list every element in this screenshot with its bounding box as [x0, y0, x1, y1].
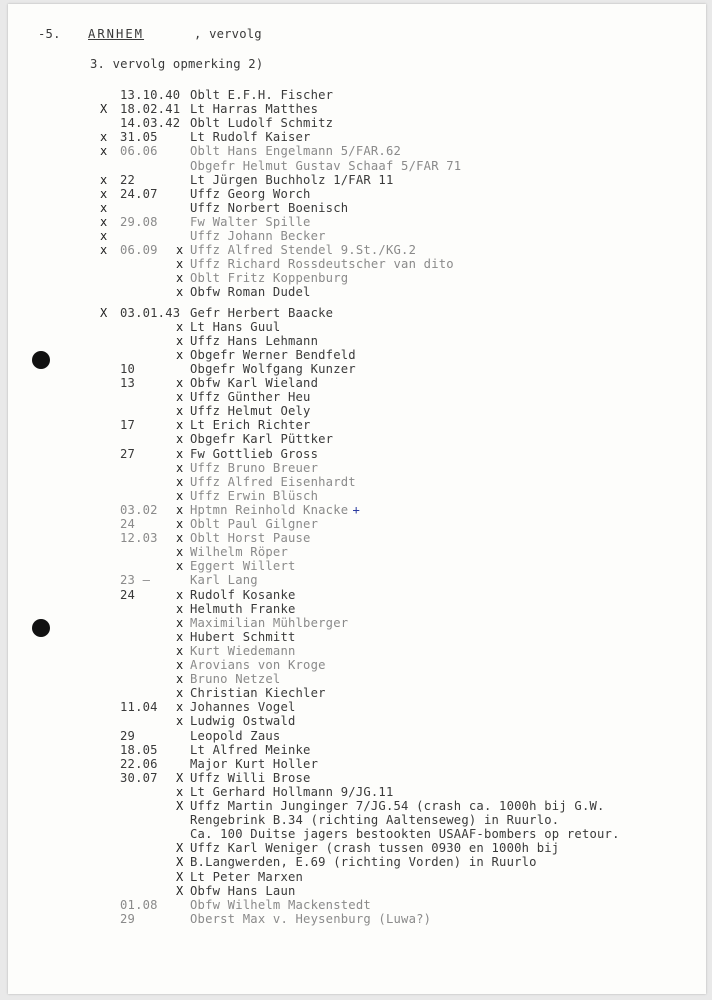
check-mark: x — [176, 390, 184, 405]
check-mark: x — [176, 615, 184, 630]
entry-text: Uffz Helmut Oely — [190, 404, 311, 419]
check-mark: x — [176, 643, 184, 658]
entry-text: Christian Kiechler — [190, 686, 326, 701]
entry-date: 24 — [120, 517, 136, 531]
entry-text: Uffz Günther Heu — [190, 390, 311, 405]
entry-date: 24.07 — [120, 186, 158, 201]
entry-text: Obfw Roman Dudel — [190, 285, 311, 300]
entry-text: Obgefr Karl Püttker — [190, 432, 334, 447]
entry-date: 14.03.42 — [120, 116, 181, 131]
check-mark: X — [176, 855, 184, 870]
check-mark: X — [176, 883, 184, 898]
entry-date: 03.02 — [120, 502, 158, 517]
entry-text: Rudolf Kosanke — [190, 587, 296, 602]
entry-text: Johannes Vogel — [190, 700, 296, 715]
entry-date: 13.10.40 — [120, 88, 181, 102]
entry-text: Fw Gottlieb Gross — [190, 446, 319, 461]
check-mark: x — [176, 658, 184, 672]
entry-text: Fw Walter Spille — [190, 214, 311, 229]
punch-hole-top — [32, 351, 50, 369]
entry-text: Lt Peter Marxen — [190, 869, 304, 884]
check-mark-left: x — [100, 229, 108, 243]
check-mark: x — [176, 376, 184, 390]
entry-text: Oblt E.F.H. Fischer — [190, 88, 334, 102]
entry-date: 30.07 — [120, 770, 158, 785]
entry-text: Obfw Wilhelm Mackenstedt — [190, 897, 371, 912]
entry-text: Kurt Wiedemann — [190, 643, 296, 658]
check-mark: x — [176, 460, 184, 475]
entry-text: Leopold Zaus — [190, 728, 281, 743]
entry-text: Uffz Johann Becker — [190, 229, 326, 243]
check-mark: x — [176, 559, 184, 574]
entry-text: Lt Harras Matthes — [190, 102, 319, 117]
entry-text: Hptmn Reinhold Knacke — [190, 502, 349, 517]
entry-text: Eggert Willert — [190, 559, 296, 574]
check-mark: X — [176, 841, 184, 856]
check-mark-left: x — [100, 130, 108, 145]
check-mark-left: x — [100, 172, 108, 187]
check-mark: x — [176, 488, 184, 503]
entry-text: Major Kurt Holler — [190, 756, 319, 771]
entry-text: Uffz Bruno Breuer — [190, 460, 319, 475]
check-mark: x — [176, 418, 184, 433]
check-mark: x — [176, 700, 184, 715]
entry-date: 11.04 — [120, 700, 158, 715]
check-mark: x — [176, 474, 184, 489]
entry-date: 24 — [120, 587, 136, 602]
entry-text: Uffz Hans Lehmann — [190, 333, 319, 348]
entry-date: 17 — [120, 418, 136, 433]
entry-text: Lt Gerhard Hollmann 9/JG.11 — [190, 784, 394, 799]
entry-text: Lt Rudolf Kaiser — [190, 130, 311, 145]
entry-text: Arovians von Kroge — [190, 658, 326, 672]
entry-date: 27 — [120, 446, 136, 461]
entry-date: 13 — [120, 376, 136, 390]
entry-text: Hubert Schmitt — [190, 629, 296, 644]
check-mark: x — [176, 629, 184, 644]
entry-text: Lt Alfred Meinke — [190, 742, 311, 757]
entry-text: Obfw Hans Laun — [190, 883, 296, 898]
check-mark: x — [176, 257, 184, 272]
entry-text: Ca. 100 Duitse jagers bestookten USAAF-bombers op retour. — [190, 827, 620, 842]
check-mark: x — [176, 333, 184, 348]
entry-text: Obgefr Wolfgang Kunzer — [190, 361, 356, 376]
entry-date: 29 — [120, 911, 136, 926]
entry-date: 06.09 — [120, 243, 158, 258]
entry-date: 22 — [120, 172, 136, 187]
entry-text: Oberst Max v. Heysenburg (Luwa?) — [190, 911, 432, 926]
check-mark: x — [176, 587, 184, 602]
ink-mark: + — [352, 502, 361, 517]
check-mark: x — [176, 432, 184, 447]
check-mark: x — [176, 545, 184, 560]
entry-date: 31.05 — [120, 130, 158, 145]
entry-date: 10 — [120, 361, 136, 376]
entry-text: Uffz Georg Worch — [190, 186, 311, 201]
entry-date: 03.01.43 — [120, 305, 181, 320]
check-mark: x — [176, 502, 184, 517]
entry-text: Obgefr Werner Bendfeld — [190, 347, 356, 362]
entry-text: Uffz Erwin Blüsch — [190, 488, 319, 503]
check-mark-left: x — [100, 243, 108, 258]
entry-text: Gefr Herbert Baacke — [190, 305, 334, 320]
check-mark: X — [176, 770, 184, 785]
entry-text: Obfw Karl Wieland — [190, 376, 319, 390]
entry-text: Wilhelm Röper — [190, 545, 288, 560]
check-mark: x — [176, 347, 184, 362]
entry-text: Rengebrink B.34 (richting Aaltenseweg) in Ruurlo. — [190, 813, 560, 828]
punch-hole-bottom — [32, 619, 50, 637]
entry-text: Oblt Ludolf Schmitz — [190, 116, 334, 131]
check-mark: X — [176, 869, 184, 884]
check-mark: x — [176, 446, 184, 461]
entry-text: Obgefr Helmut Gustav Schaaf 5/FAR 71 — [190, 158, 462, 173]
header-suffix: , vervolg — [194, 27, 262, 41]
entry-text: Karl Lang — [190, 573, 258, 588]
entry-text: Lt Erich Richter — [190, 418, 311, 433]
check-mark: x — [176, 271, 184, 286]
check-mark-left: X — [100, 305, 108, 320]
check-mark-left: x — [100, 186, 108, 201]
check-mark: x — [176, 517, 184, 531]
entry-date: 29.08 — [120, 214, 158, 229]
entry-text: Uffz Martin Junginger 7/JG.54 (crash ca. 1000h bij G.W. — [190, 799, 605, 813]
entry-text: Oblt Hans Engelmann 5/FAR.62 — [190, 144, 402, 159]
entry-date: 18.02.41 — [120, 102, 181, 117]
entry-text: Oblt Fritz Koppenburg — [190, 271, 349, 286]
check-mark-left: X — [100, 102, 108, 117]
subtitle-text: 3. vervolg opmerking 2) — [90, 57, 264, 71]
check-mark: x — [176, 784, 184, 799]
check-mark: x — [176, 319, 184, 334]
entry-text: Lt Hans Guul — [190, 319, 281, 334]
entry-text: Oblt Paul Gilgner — [190, 517, 319, 531]
entry-text: Maximilian Mühlberger — [190, 615, 349, 630]
entry-text: Uffz Willi Brose — [190, 770, 311, 785]
entry-text: Lt Jürgen Buchholz 1/FAR 11 — [190, 172, 394, 187]
page-subtitle — [8, 56, 264, 72]
check-mark: x — [176, 404, 184, 419]
entry-text: Uffz Alfred Stendel 9.St./KG.2 — [190, 243, 417, 258]
entry-text: Uffz Karl Weniger (crash tussen 0930 en 1000h bij — [190, 841, 560, 856]
check-mark: x — [176, 243, 184, 258]
page-header — [8, 26, 262, 42]
entry-text: Uffz Alfred Eisenhardt — [190, 474, 356, 489]
entry-date: 01.08 — [120, 897, 158, 912]
check-mark: x — [176, 672, 184, 687]
entry-text: Oblt Horst Pause — [190, 531, 311, 546]
check-mark-left: x — [100, 200, 108, 215]
check-mark: X — [176, 799, 184, 813]
entry-date: 06.06 — [120, 144, 158, 159]
check-mark: x — [176, 285, 184, 300]
entry-text: Helmuth Franke — [190, 601, 296, 616]
entry-text: Uffz Norbert Boenisch — [190, 200, 349, 215]
entry-date: 22.06 — [120, 756, 158, 771]
entry-date: 23 — — [120, 573, 151, 588]
document-page — [8, 4, 706, 994]
entry-text: Bruno Netzel — [190, 672, 281, 687]
entry-text: B.Langwerden, E.69 (richting Vorden) in Ruurlo — [190, 855, 537, 870]
check-mark: x — [176, 531, 184, 546]
check-mark: x — [176, 601, 184, 616]
check-mark-left: x — [100, 214, 108, 229]
entry-date: 12.03 — [120, 531, 158, 546]
check-mark: x — [176, 686, 184, 701]
header-prefix: -5. — [38, 27, 61, 41]
check-mark-left: x — [100, 144, 108, 159]
header-title: ARNHEM — [88, 27, 145, 41]
entry-date: 29 — [120, 728, 136, 743]
check-mark: x — [176, 714, 184, 729]
entry-text: Ludwig Ostwald — [190, 714, 296, 729]
entry-text: Uffz Richard Rossdeutscher van dito — [190, 257, 454, 272]
entry-date: 18.05 — [120, 742, 158, 757]
